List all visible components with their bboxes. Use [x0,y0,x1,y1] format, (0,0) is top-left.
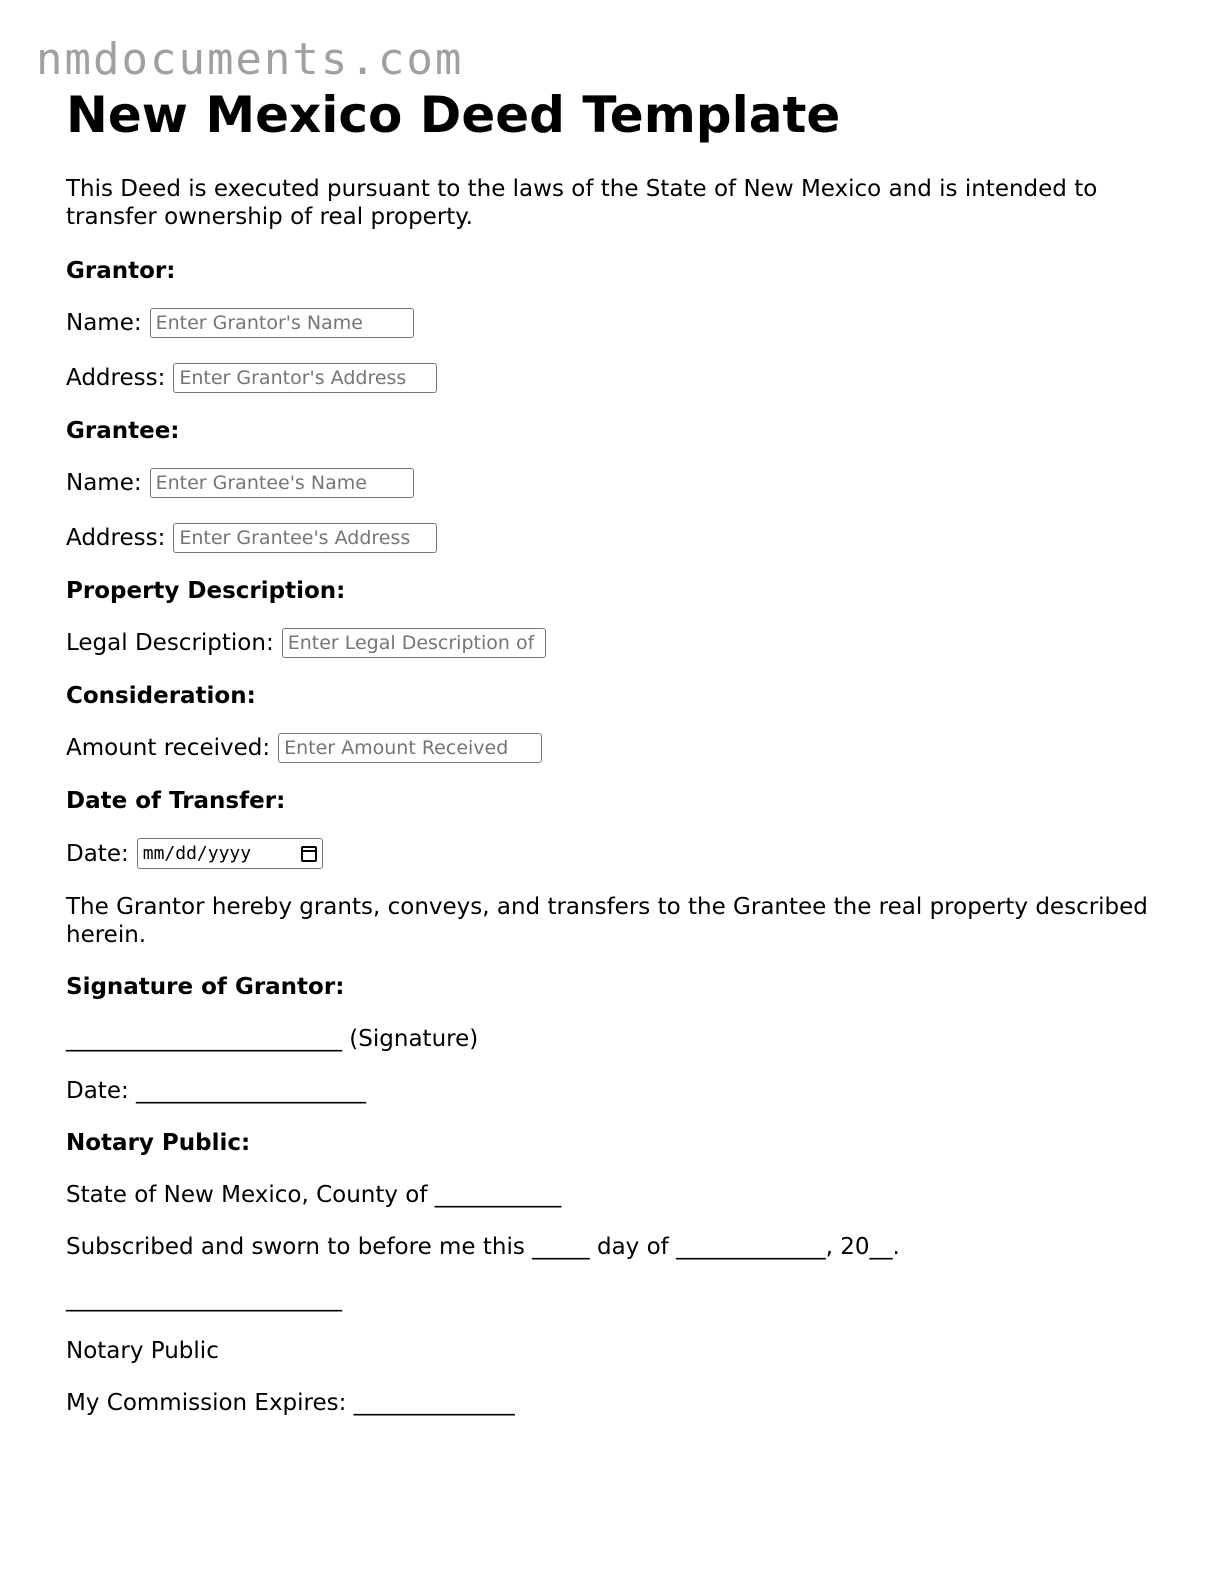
grantor-address-input[interactable] [173,363,437,393]
grantor-address-row [66,363,1186,393]
grantor-name-label: Name: [66,310,142,336]
transfer-date-input[interactable] [137,838,323,869]
notary-heading: Notary Public: [66,1130,251,1156]
grantor-heading: Grantor: [66,258,176,284]
grantee-address-input[interactable] [173,523,437,553]
grantee-name-label: Name: [66,470,142,496]
transfer-date-label: Date: [66,840,129,867]
notary-sworn-line: Subscribed and sworn to before me this _____ day of _____________, 20__. [66,1234,900,1260]
property-heading: Property Description: [66,578,346,604]
amount-label: Amount received: [66,735,271,761]
grantor-name-input[interactable] [150,308,414,338]
legal-description-row [66,628,1186,658]
grantor-name-row [66,308,1186,338]
date-placeholder: mm/dd/yyyy [142,843,252,864]
grantee-name-row [66,468,1186,498]
notary-signature-line: ________________________ [66,1286,342,1312]
deed-form [66,86,1186,1417]
amount-row [66,733,1186,763]
intro-text: This Deed is executed pursuant to the laws of the State of New Mexico and is intended to transfer ownership of real property. [66,176,1098,230]
transfer-heading: Date of Transfer: [66,788,286,814]
grantor-signature-line: ________________________ (Signature) [66,1026,479,1052]
transfer-date-row [66,838,1186,869]
signature-date-line: Date: ____________________ [66,1078,367,1104]
page-title: New Mexico Deed Template [66,86,841,144]
signature-heading: Signature of Grantor: [66,974,345,1000]
amount-input[interactable] [278,733,542,763]
grantee-heading: Grantee: [66,418,180,444]
grant-statement: The Grantor hereby grants, conveys, and transfers to the Grantee the real property described herein. [66,894,1148,948]
grantor-address-label: Address: [66,365,166,391]
watermark: nmdocuments.com [36,34,464,85]
calendar-icon[interactable] [301,846,317,862]
grantee-name-input[interactable] [150,468,414,498]
grantee-address-label: Address: [66,525,166,551]
legal-description-input[interactable] [282,628,546,658]
legal-description-label: Legal Description: [66,630,274,656]
notary-commission-line: My Commission Expires: ______________ [66,1390,515,1416]
consideration-heading: Consideration: [66,683,256,709]
grantee-address-row [66,523,1186,553]
notary-county-line: State of New Mexico, County of ___________ [66,1182,562,1208]
notary-title: Notary Public [66,1338,219,1364]
